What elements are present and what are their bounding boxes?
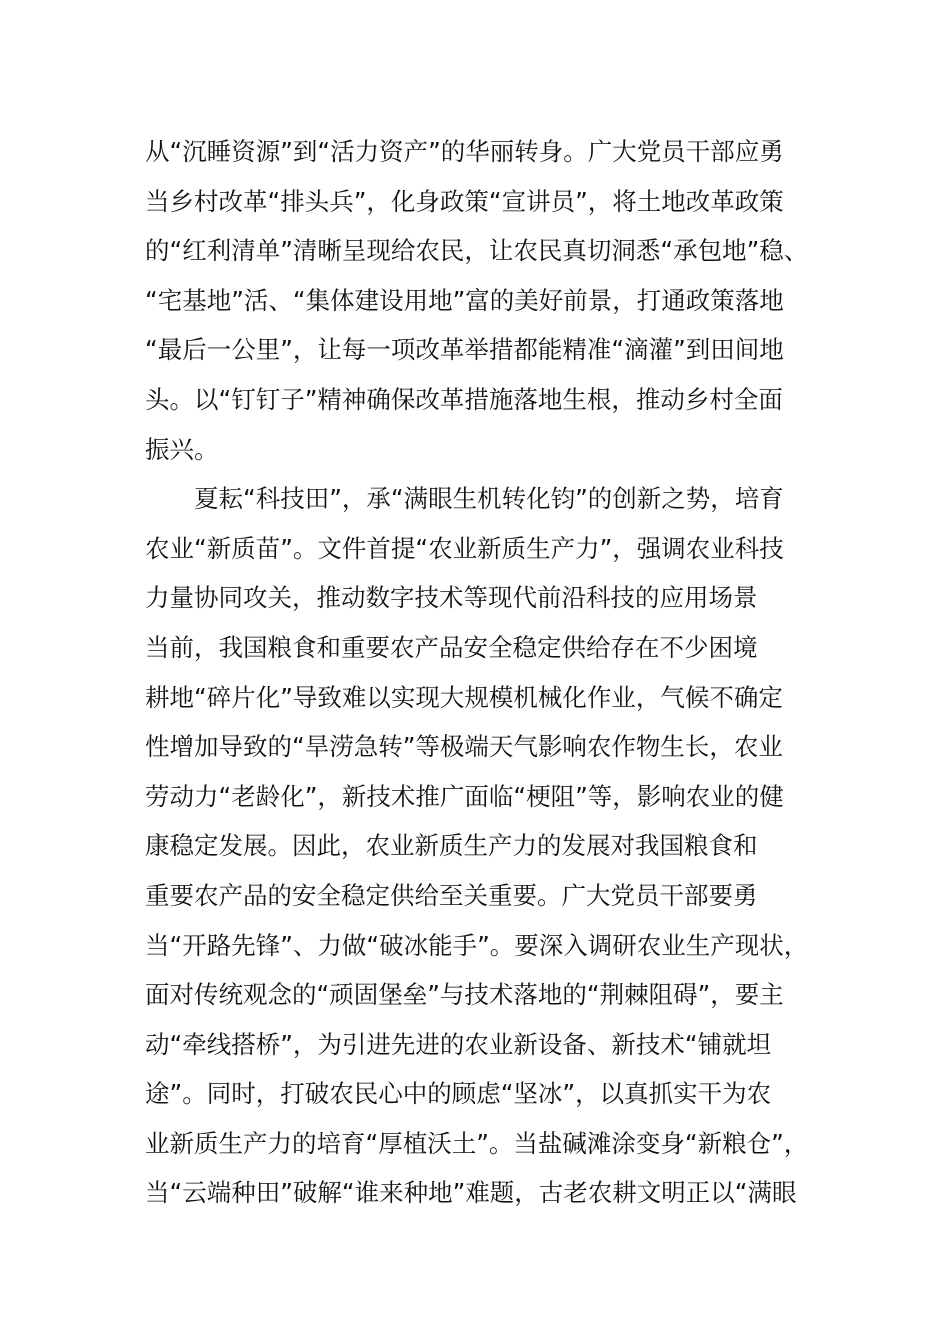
text-line: 当“云端种田”破解“谁来种地”难题，古老农耕文明正以“满眼 — [145, 1178, 797, 1208]
text-line: 从“沉睡资源”到“活力资产”的华丽转身。广大党员干部应勇 — [145, 137, 784, 166]
text-line: 耕地“碎片化”导致难以实现大规模机械化作业，气候不确定 — [145, 682, 783, 712]
text-line: “宅基地”活、“集体建设用地”富的美好前景，打通政策落地 — [145, 285, 784, 315]
body-text — [145, 127, 845, 1218]
text-line: 途”。同时，打破农民心中的顾虑“坚冰”，以真抓实干为农 — [145, 1079, 772, 1109]
text-line: 康稳定发展。因此，农业新质生产力的发展对我国粮食和 — [145, 831, 758, 861]
text-line: 振兴。 — [145, 434, 219, 464]
text-line: 头。以“钉钉子”精神确保改革措施落地生根，推动乡村全面 — [145, 384, 783, 414]
text-line: 劳动力“老龄化”，新技术推广面临“梗阻”等，影响农业的健 — [145, 781, 784, 811]
text-line: 农业“新质苗”。文件首提“农业新质生产力”，强调农业科技 — [145, 533, 784, 563]
text-line: 当“开路先锋”、力做“破冰能手”。要深入调研农业生产现状， — [145, 930, 809, 960]
text-line: 面对传统观念的“顽固堡垒”与技术落地的“荆棘阻碍”，要主 — [145, 980, 784, 1010]
text-line: 业新质生产力的培育“厚植沃土”。当盐碱滩涂变身“新粮仓”， — [145, 1128, 809, 1158]
text-line: 动“牵线搭桥”，为引进先进的农业新设备、新技术“铺就坦 — [145, 1029, 772, 1059]
text-line: 性增加导致的“旱涝急转”等极端天气影响农作物生长，农业 — [145, 732, 783, 762]
text-line: 当乡村改革“排头兵”，化身政策“宣讲员”，将土地改革政策 — [145, 186, 784, 216]
text-line: 力量协同攻关，推动数字技术等现代前沿科技的应用场景 — [145, 583, 758, 613]
text-line-indented: 夏耘“科技田”，承“满眼生机转化钧”的创新之势，培育 — [194, 484, 784, 514]
text-line: 当前，我国粮食和重要农产品安全稳定供给存在不少困境 — [145, 632, 758, 662]
text-line: 重要农产品的安全稳定供给至关重要。广大党员干部要勇 — [145, 880, 758, 910]
text-line: “最后一公里”，让每一项改革举措都能精准“滴灌”到田间地 — [145, 335, 784, 365]
text-line: 的“红利清单”清晰呈现给农民，让农民真切洞悉“承包地”稳、 — [145, 236, 809, 266]
